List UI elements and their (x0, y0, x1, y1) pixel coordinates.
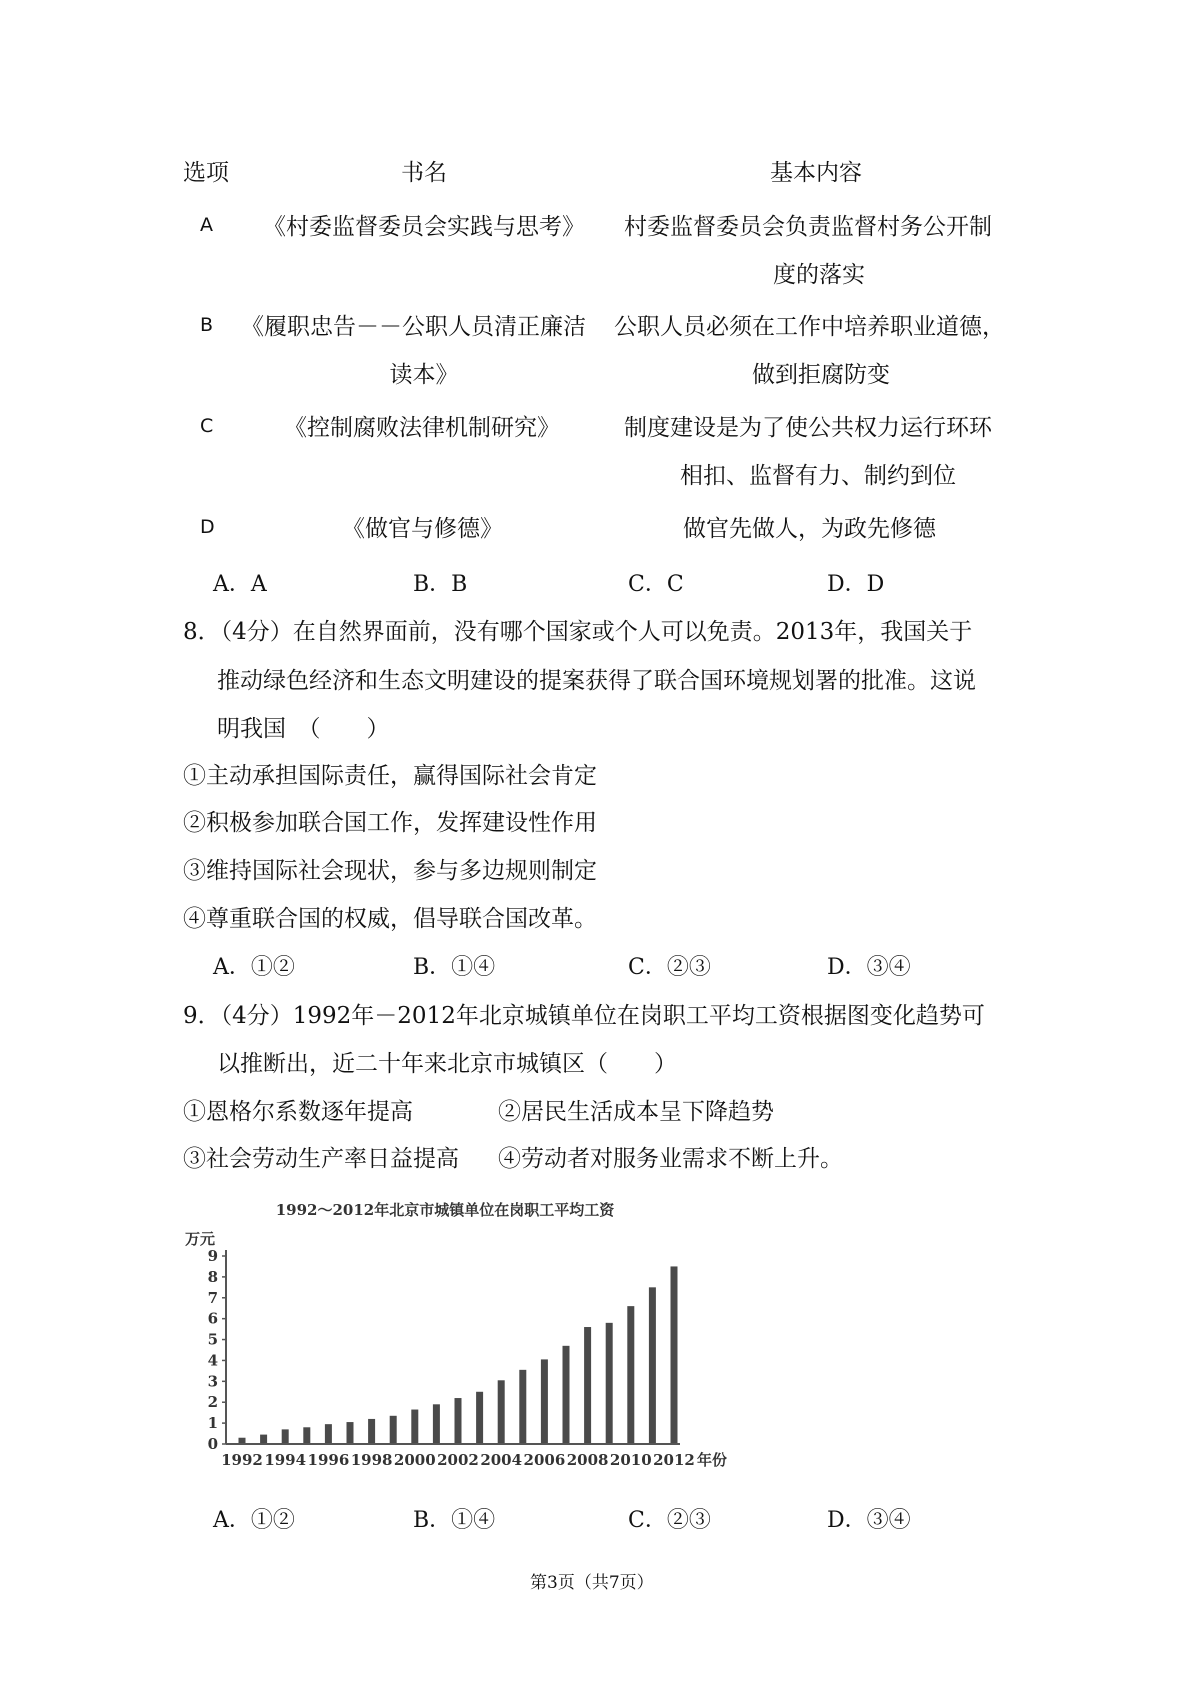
q7-option-b: B．B (413, 572, 468, 597)
q8-item: ②积极参加联合国工作，发挥建设性作用 (183, 810, 597, 836)
chart-y-tick-label: 3 (207, 1372, 218, 1391)
chart-bar (649, 1287, 656, 1444)
q7-option-c: C．C (628, 572, 684, 597)
table-row-option: D (200, 516, 215, 538)
table-row-content: 村委监督委员会负责监督村务公开制 (624, 214, 992, 240)
q9-stem-line: 9．（4分）1992年－2012年北京城镇单位在岗职工平均工资根据图变化趋势可 (183, 1003, 985, 1029)
chart-bar (541, 1359, 548, 1444)
table-row-content: 做官先做人，为政先修德 (683, 516, 936, 542)
table-row-book: 《做官与修德》 (342, 516, 503, 542)
q8-item: ①主动承担国际责任，赢得国际社会肯定 (183, 763, 597, 789)
table-row-option: A (200, 214, 213, 236)
chart-y-tick-label: 9 (207, 1247, 218, 1265)
chart-bar (671, 1266, 678, 1444)
chart-bar (519, 1370, 526, 1444)
chart-bar (476, 1392, 483, 1444)
q9-item: ④劳动者对服务业需求不断上升。 (498, 1146, 843, 1172)
chart-y-tick-label: 8 (207, 1267, 218, 1286)
table-header-option: 选项 (183, 160, 229, 186)
q8-stem-line: 明我国 （ ） (217, 716, 390, 742)
q9-item: ②居民生活成本呈下降趋势 (498, 1099, 774, 1125)
table-row-content: 公职人员必须在工作中培养职业道德， (614, 314, 1005, 340)
chart-x-tick-label: 2012 (653, 1451, 695, 1469)
chart-bar (368, 1419, 375, 1444)
chart-y-tick-label: 2 (207, 1393, 218, 1412)
q8-item: ④尊重联合国的权威，倡导联合国改革。 (183, 906, 597, 932)
table-row-option: C (200, 415, 214, 437)
chart-bar (282, 1429, 289, 1444)
table-row-content: 做到拒腐防变 (752, 362, 890, 388)
chart-bar (390, 1416, 397, 1444)
chart-y-tick-label: 6 (207, 1309, 218, 1328)
q9-option-c: C．②③ (628, 1508, 711, 1533)
q9-option-d: D．③④ (827, 1508, 911, 1533)
chart-x-tick-label: 2006 (523, 1451, 566, 1469)
chart-x-tick-label: 2002 (437, 1451, 479, 1469)
table-row-book: 《履职忠告－－公职人员清正廉洁 (241, 314, 586, 340)
chart-bar (563, 1346, 570, 1444)
chart-y-tick-label: 0 (207, 1435, 218, 1453)
q9-item: ①恩格尔系数逐年提高 (183, 1099, 413, 1125)
chart-bar (606, 1323, 613, 1444)
chart-x-tick-label: 1992 (221, 1451, 263, 1469)
chart-x-tick-label: 2000 (393, 1451, 436, 1469)
chart-title: 1992～2012年北京市城镇单位在岗职工平均工资 (275, 1201, 615, 1219)
chart-bar (303, 1427, 310, 1444)
q9-option-b: B．①④ (413, 1508, 496, 1533)
chart-bar (455, 1398, 462, 1444)
table-row-book: 《控制腐败法律机制研究》 (284, 415, 560, 441)
chart-x-tick-label: 1998 (350, 1451, 393, 1469)
q9-option-a: A．①② (213, 1508, 295, 1533)
q9-item: ③社会劳动生产率日益提高 (183, 1146, 459, 1172)
q9-stem-line: 以推断出，近二十年来北京市城镇区（ ） (217, 1051, 677, 1077)
chart-x-tick-label: 2010 (609, 1451, 652, 1469)
chart-bar (627, 1306, 634, 1444)
chart-x-tick-label: 2008 (566, 1451, 609, 1469)
chart-y-tick-label: 7 (207, 1288, 218, 1307)
q8-option-d: D．③④ (827, 955, 911, 980)
q8-item: ③维持国际社会现状，参与多边规则制定 (183, 858, 597, 884)
chart-bar (498, 1380, 505, 1444)
chart-bar (260, 1435, 267, 1444)
chart-y-tick-label: 5 (207, 1330, 218, 1349)
page-number: 第3页（共7页） (530, 1573, 654, 1593)
chart-x-tick-label: 1996 (307, 1451, 350, 1469)
chart-x-tick-label: 2004 (480, 1451, 523, 1469)
table-row-content: 相扣、监督有力、制约到位 (680, 463, 956, 489)
q7-option-a: A．A (213, 572, 267, 597)
table-header-content: 基本内容 (770, 160, 862, 186)
table-row-content: 度的落实 (773, 262, 865, 288)
chart-bar (325, 1424, 332, 1444)
q8-stem-line: 8．（4分）在自然界面前，没有哪个国家或个人可以免责。2013年，我国关于 (183, 619, 973, 645)
chart-bar (347, 1422, 354, 1444)
table-row-book: 《村委监督委员会实践与思考》 (263, 214, 585, 240)
chart-x-axis-label: 年份 (697, 1451, 728, 1469)
q8-stem-line: 推动绿色经济和生态文明建设的提案获得了联合国环境规划署的批准。这说 (217, 668, 976, 694)
q8-option-b: B．①④ (413, 955, 496, 980)
chart-y-tick-label: 1 (207, 1414, 218, 1433)
chart-bar (433, 1404, 440, 1444)
table-header-book: 书名 (401, 160, 447, 186)
q8-option-a: A．①② (213, 955, 295, 980)
table-row-option: B (200, 314, 214, 336)
chart-bar (584, 1327, 591, 1444)
chart-x-tick-label: 1994 (264, 1451, 307, 1469)
q7-option-d: D．D (827, 572, 885, 597)
q8-option-c: C．②③ (628, 955, 711, 980)
table-row-content: 制度建设是为了使公共权力运行环环 (624, 415, 992, 441)
table-row-book: 读本》 (389, 362, 459, 388)
chart-y-tick-label: 4 (207, 1351, 218, 1370)
chart-y-axis-label: 万元 (185, 1230, 216, 1248)
chart-bar (411, 1410, 418, 1444)
